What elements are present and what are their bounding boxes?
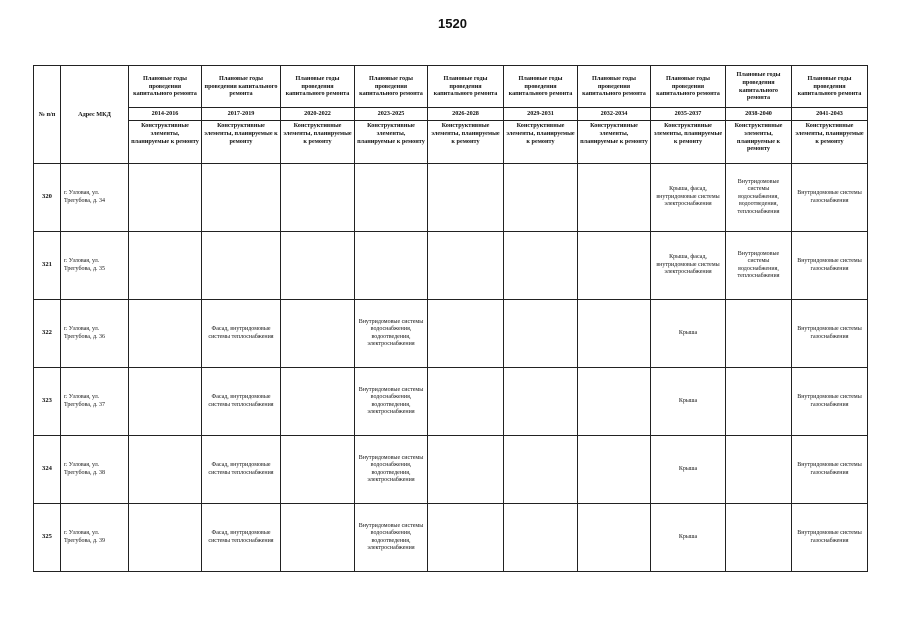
repair-cell: Внутридомовые системы водоснабжения, водоотведения, электроснабжения bbox=[355, 504, 428, 572]
column-header-address: Адрес МКД bbox=[61, 66, 129, 164]
repair-cell bbox=[504, 232, 578, 300]
row-address: г. Узловая, ул. Трегубова, д. 38 bbox=[61, 436, 129, 504]
page-number: 1520 bbox=[438, 16, 467, 31]
repair-cell: Фасад, внутридомовые системы теплоснабжения bbox=[202, 300, 281, 368]
plan-years-header: Плановые годы проведения капитального ремонта bbox=[355, 66, 428, 108]
repair-cell: Крыша bbox=[651, 300, 726, 368]
row-address: г. Узловая, ул. Трегубова, д. 35 bbox=[61, 232, 129, 300]
repair-cell: Крыша, фасад, внутридомовые системы электроснабжения bbox=[651, 232, 726, 300]
repair-cell bbox=[726, 436, 792, 504]
repair-cell: Внутридомовые системы водоснабжения, водоотведения, теплоснабжения bbox=[726, 164, 792, 232]
repair-cell bbox=[504, 504, 578, 572]
repair-cell: Внутридомовые системы водоснабжения, теплоснабжения bbox=[726, 232, 792, 300]
plan-years-header: Плановые годы проведения капитального ремонта bbox=[726, 66, 792, 108]
plan-years-header: Плановые годы проведения капитального ремонта bbox=[651, 66, 726, 108]
period-header: 2026-2028 bbox=[428, 108, 504, 121]
row-address: г. Узловая, ул. Трегубова, д. 36 bbox=[61, 300, 129, 368]
repair-cell bbox=[578, 164, 651, 232]
period-header: 2038-2040 bbox=[726, 108, 792, 121]
repair-cell bbox=[578, 300, 651, 368]
plan-years-header: Плановые годы проведения капитального ремонта bbox=[202, 66, 281, 108]
repair-cell bbox=[355, 164, 428, 232]
repair-cell bbox=[504, 300, 578, 368]
plan-years-header: Плановые годы проведения капитального ремонта bbox=[578, 66, 651, 108]
repair-cell bbox=[281, 436, 355, 504]
period-header: 2020-2022 bbox=[281, 108, 355, 121]
repair-cell bbox=[281, 164, 355, 232]
repair-cell bbox=[504, 164, 578, 232]
plan-years-header: Плановые годы проведения капитального ремонта bbox=[428, 66, 504, 108]
repair-cell: Фасад, внутридомовые системы теплоснабжения bbox=[202, 504, 281, 572]
plan-years-header: Плановые годы проведения капитального ремонта bbox=[504, 66, 578, 108]
repair-cell: Крыша, фасад, внутридомовые системы электроснабжения bbox=[651, 164, 726, 232]
repair-cell bbox=[129, 164, 202, 232]
repair-cell: Внутридомовые системы водоснабжения, водоотведения, электроснабжения bbox=[355, 368, 428, 436]
repair-cell bbox=[428, 232, 504, 300]
row-address: г. Узловая, ул. Трегубова, д. 34 bbox=[61, 164, 129, 232]
repair-cell bbox=[428, 368, 504, 436]
table-row bbox=[34, 436, 868, 504]
repair-cell bbox=[202, 164, 281, 232]
repair-cell: Внутридомовые системы водоснабжения, водоотведения, электроснабжения bbox=[355, 436, 428, 504]
row-address: г. Узловая, ул. Трегубова, д. 39 bbox=[61, 504, 129, 572]
repair-cell: Крыша bbox=[651, 504, 726, 572]
period-header: 2014-2016 bbox=[129, 108, 202, 121]
row-number: 321 bbox=[34, 232, 61, 300]
table-row bbox=[34, 368, 868, 436]
repair-cell: Внутридомовые системы водоснабжения, водоотведения, электроснабжения bbox=[355, 300, 428, 368]
repair-cell: Внутридомовые системы газоснабжения bbox=[792, 504, 868, 572]
repair-cell bbox=[281, 504, 355, 572]
repair-cell bbox=[202, 232, 281, 300]
row-number: 324 bbox=[34, 436, 61, 504]
row-address: г. Узловая, ул. Трегубова, д. 37 bbox=[61, 368, 129, 436]
repair-plan-table bbox=[33, 65, 868, 572]
elements-header: Конструктивные элементы, планируемые к ремонту bbox=[504, 121, 578, 164]
elements-header: Конструктивные элементы, планируемые к ремонту bbox=[726, 121, 792, 164]
repair-cell: Крыша bbox=[651, 368, 726, 436]
repair-cell bbox=[129, 504, 202, 572]
period-header: 2035-2037 bbox=[651, 108, 726, 121]
repair-cell bbox=[504, 368, 578, 436]
repair-cell bbox=[428, 164, 504, 232]
table-row bbox=[34, 300, 868, 368]
repair-cell bbox=[355, 232, 428, 300]
repair-cell bbox=[578, 368, 651, 436]
elements-header: Конструктивные элементы, планируемые к ремонту bbox=[355, 121, 428, 164]
elements-header: Конструктивные элементы, планируемые к ремонту bbox=[281, 121, 355, 164]
plan-years-header: Плановые годы проведения капитального ремонта bbox=[281, 66, 355, 108]
plan-years-header: Плановые годы проведения капитального ремонта bbox=[129, 66, 202, 108]
elements-header: Конструктивные элементы, планируемые к ремонту bbox=[129, 121, 202, 164]
repair-cell: Фасад, внутридомовые системы теплоснабжения bbox=[202, 436, 281, 504]
row-number: 323 bbox=[34, 368, 61, 436]
repair-cell bbox=[726, 368, 792, 436]
repair-cell bbox=[504, 436, 578, 504]
period-header: 2017-2019 bbox=[202, 108, 281, 121]
repair-cell: Фасад, внутридомовые системы теплоснабжения bbox=[202, 368, 281, 436]
repair-cell: Внутридомовые системы газоснабжения bbox=[792, 436, 868, 504]
repair-cell bbox=[129, 300, 202, 368]
elements-header: Конструктивные элементы, планируемые к ремонту bbox=[202, 121, 281, 164]
table-row bbox=[34, 232, 868, 300]
period-header: 2041-2043 bbox=[792, 108, 868, 121]
table-row bbox=[34, 164, 868, 232]
period-header: 2029-2031 bbox=[504, 108, 578, 121]
period-header: 2032-2034 bbox=[578, 108, 651, 121]
repair-cell bbox=[726, 300, 792, 368]
repair-cell bbox=[281, 300, 355, 368]
repair-cell: Внутридомовые системы газоснабжения bbox=[792, 368, 868, 436]
repair-cell: Внутридомовые системы газоснабжения bbox=[792, 232, 868, 300]
repair-cell: Внутридомовые системы газоснабжения bbox=[792, 164, 868, 232]
repair-cell bbox=[281, 232, 355, 300]
repair-cell: Внутридомовые системы газоснабжения bbox=[792, 300, 868, 368]
repair-cell bbox=[129, 436, 202, 504]
repair-cell bbox=[129, 368, 202, 436]
period-header: 2023-2025 bbox=[355, 108, 428, 121]
repair-cell bbox=[428, 436, 504, 504]
elements-header: Конструктивные элементы, планируемые к ремонту bbox=[428, 121, 504, 164]
repair-cell bbox=[129, 232, 202, 300]
elements-header: Конструктивные элементы, планируемые к ремонту bbox=[651, 121, 726, 164]
repair-cell bbox=[428, 300, 504, 368]
repair-cell: Крыша bbox=[651, 436, 726, 504]
elements-header: Конструктивные элементы, планируемые к ремонту bbox=[792, 121, 868, 164]
row-number: 320 bbox=[34, 164, 61, 232]
row-number: 322 bbox=[34, 300, 61, 368]
row-number: 325 bbox=[34, 504, 61, 572]
elements-header: Конструктивные элементы, планируемые к ремонту bbox=[578, 121, 651, 164]
repair-cell bbox=[578, 436, 651, 504]
table-row bbox=[34, 504, 868, 572]
plan-years-header: Плановые годы проведения капитального ремонта bbox=[792, 66, 868, 108]
column-header-num: № п/п bbox=[34, 66, 61, 164]
repair-cell bbox=[428, 504, 504, 572]
repair-cell bbox=[578, 232, 651, 300]
repair-cell bbox=[281, 368, 355, 436]
repair-cell bbox=[726, 504, 792, 572]
repair-cell bbox=[578, 504, 651, 572]
